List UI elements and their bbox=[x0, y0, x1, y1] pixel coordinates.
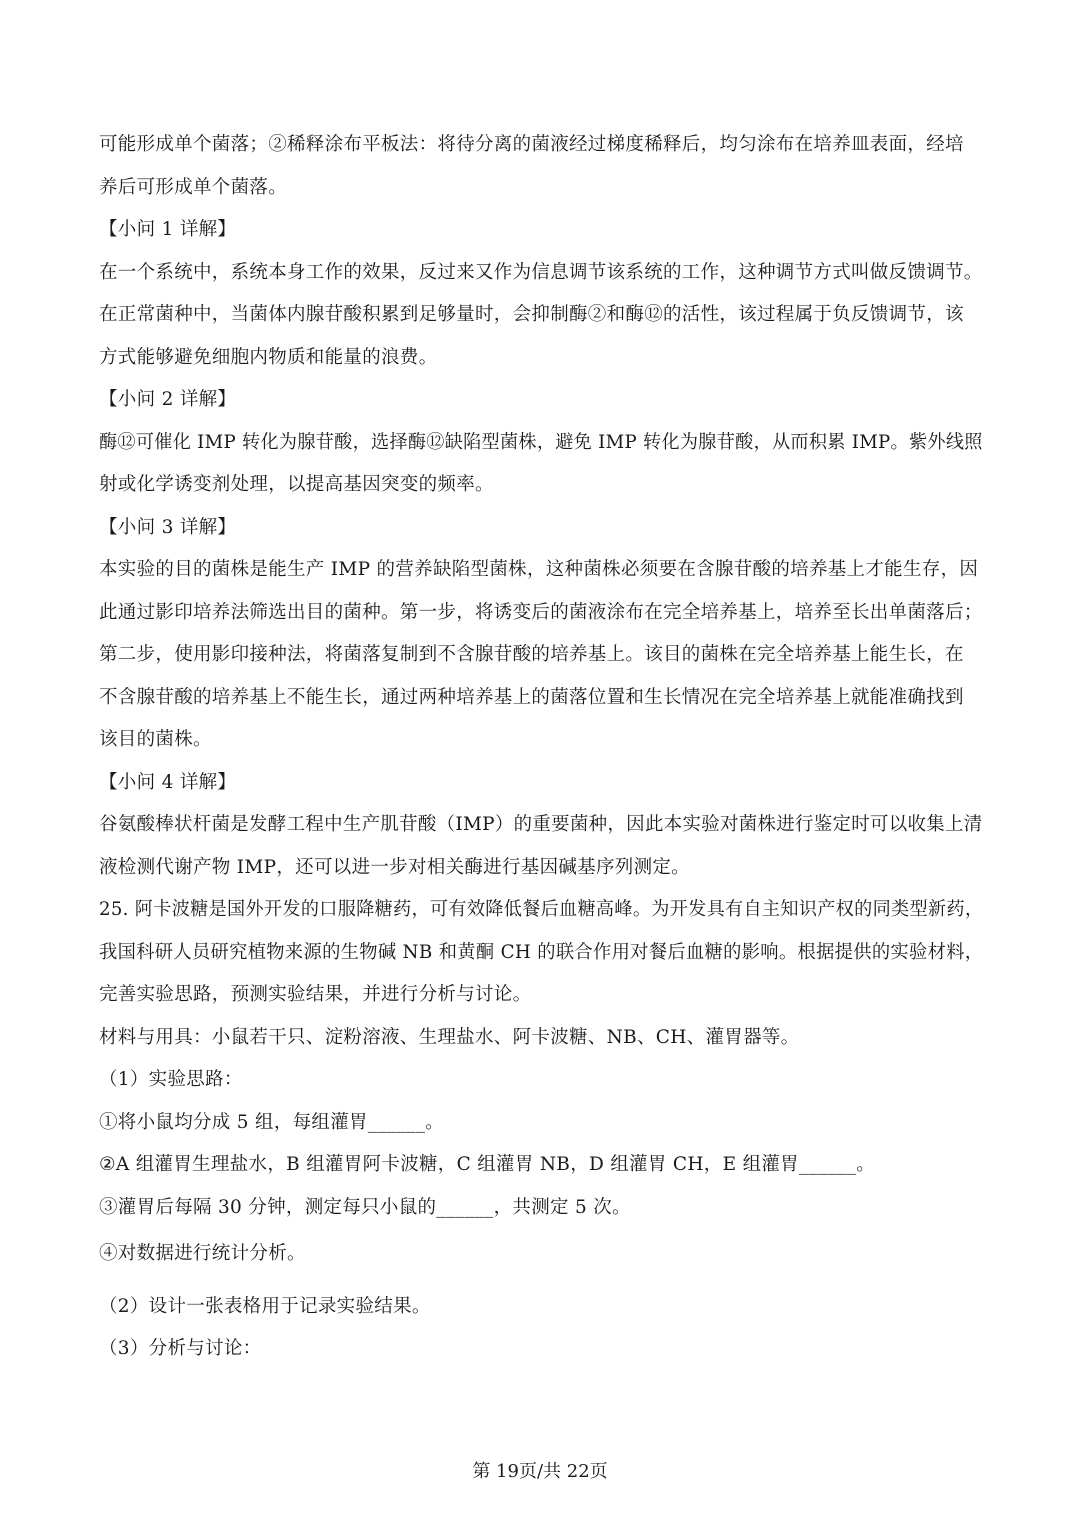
text-line: 不含腺苷酸的培养基上不能生长，通过两种培养基上的菌落位置和生长情况在完全培养基上就能准确找到 bbox=[99, 687, 964, 708]
text-line: 可能形成单个菌落；②稀释涂布平板法：将待分离的菌液经过梯度稀释后，均匀涂布在培养皿表面，经培 bbox=[99, 134, 964, 155]
text-line: 在一个系统中，系统本身工作的效果，反过来又作为信息调节该系统的工作，这种调节方式叫做反馈调节。 bbox=[99, 262, 983, 283]
text-line: ①将小鼠均分成 5 组，每组灌胃______。 bbox=[99, 1112, 444, 1133]
text-line: ④对数据进行统计分析。 bbox=[99, 1243, 306, 1264]
text-line: 本实验的目的菌株是能生产 IMP 的营养缺陷型菌株，这种菌株必须要在含腺苷酸的培养基上才能生存，因 bbox=[99, 559, 979, 580]
text-line: 射或化学诱变剂处理，以提高基因突变的频率。 bbox=[99, 474, 494, 495]
text-line: 材料与用具：小鼠若干只、淀粉溶液、生理盐水、阿卡波糖、NB、CH、灌胃器等。 bbox=[99, 1027, 800, 1048]
text-line: （2）设计一张表格用于记录实验结果。 bbox=[99, 1296, 431, 1317]
question-line: 25. 阿卡波糖是国外开发的口服降糖药，可有效降低餐后血糖高峰。为开发具有自主知识产权的同类型新药， bbox=[99, 899, 984, 920]
text-line: （3）分析与讨论： bbox=[99, 1338, 262, 1359]
section-heading: 【小问 2 详解】 bbox=[99, 389, 237, 410]
text-line: 该目的菌株。 bbox=[99, 729, 212, 750]
section-heading: 【小问 4 详解】 bbox=[99, 772, 237, 793]
text-line: ②A 组灌胃生理盐水，B 组灌胃阿卡波糖，C 组灌胃 NB，D 组灌胃 CH，E 组灌胃______。 bbox=[99, 1154, 876, 1175]
section-heading: 【小问 3 详解】 bbox=[99, 517, 237, 538]
text-line: 谷氨酸棒状杆菌是发酵工程中生产肌苷酸（IMP）的重要菌种，因此本实验对菌株进行鉴定时可以收集上清 bbox=[99, 814, 983, 835]
text-line: 方式能够避免细胞内物质和能量的浪费。 bbox=[99, 347, 438, 368]
page-number-footer: 第 19页/共 22页 bbox=[472, 1461, 608, 1482]
text-line: 在正常菌种中，当菌体内腺苷酸积累到足够量时，会抑制酶②和酶⑫的活性，该过程属于负反馈调节，该 bbox=[99, 304, 964, 325]
text-line: 此通过影印培养法筛选出目的菌种。第一步，将诱变后的菌液涂布在完全培养基上，培养至长出单菌落后； bbox=[99, 602, 983, 623]
text-line: （1）实验思路： bbox=[99, 1069, 243, 1090]
text-line: 完善实验思路，预测实验结果，并进行分析与讨论。 bbox=[99, 984, 532, 1005]
text-line: 酶⑫可催化 IMP 转化为腺苷酸，选择酶⑫缺陷型菌株，避免 IMP 转化为腺苷酸，从而积累 IMP。紫外线照 bbox=[99, 432, 983, 453]
text-line: ③灌胃后每隔 30 分钟，测定每只小鼠的______，共测定 5 次。 bbox=[99, 1197, 631, 1218]
text-line: 养后可形成单个菌落。 bbox=[99, 177, 288, 198]
text-line: 第二步，使用影印接种法，将菌落复制到不含腺苷酸的培养基上。该目的菌株在完全培养基上能生长，在 bbox=[99, 644, 964, 665]
text-line: 液检测代谢产物 IMP，还可以进一步对相关酶进行基因碱基序列测定。 bbox=[99, 857, 690, 878]
section-heading: 【小问 1 详解】 bbox=[99, 219, 237, 240]
text-line: 我国科研人员研究植物来源的生物碱 NB 和黄酮 CH 的联合作用对餐后血糖的影响。根据提供的实验材料， bbox=[99, 942, 984, 963]
